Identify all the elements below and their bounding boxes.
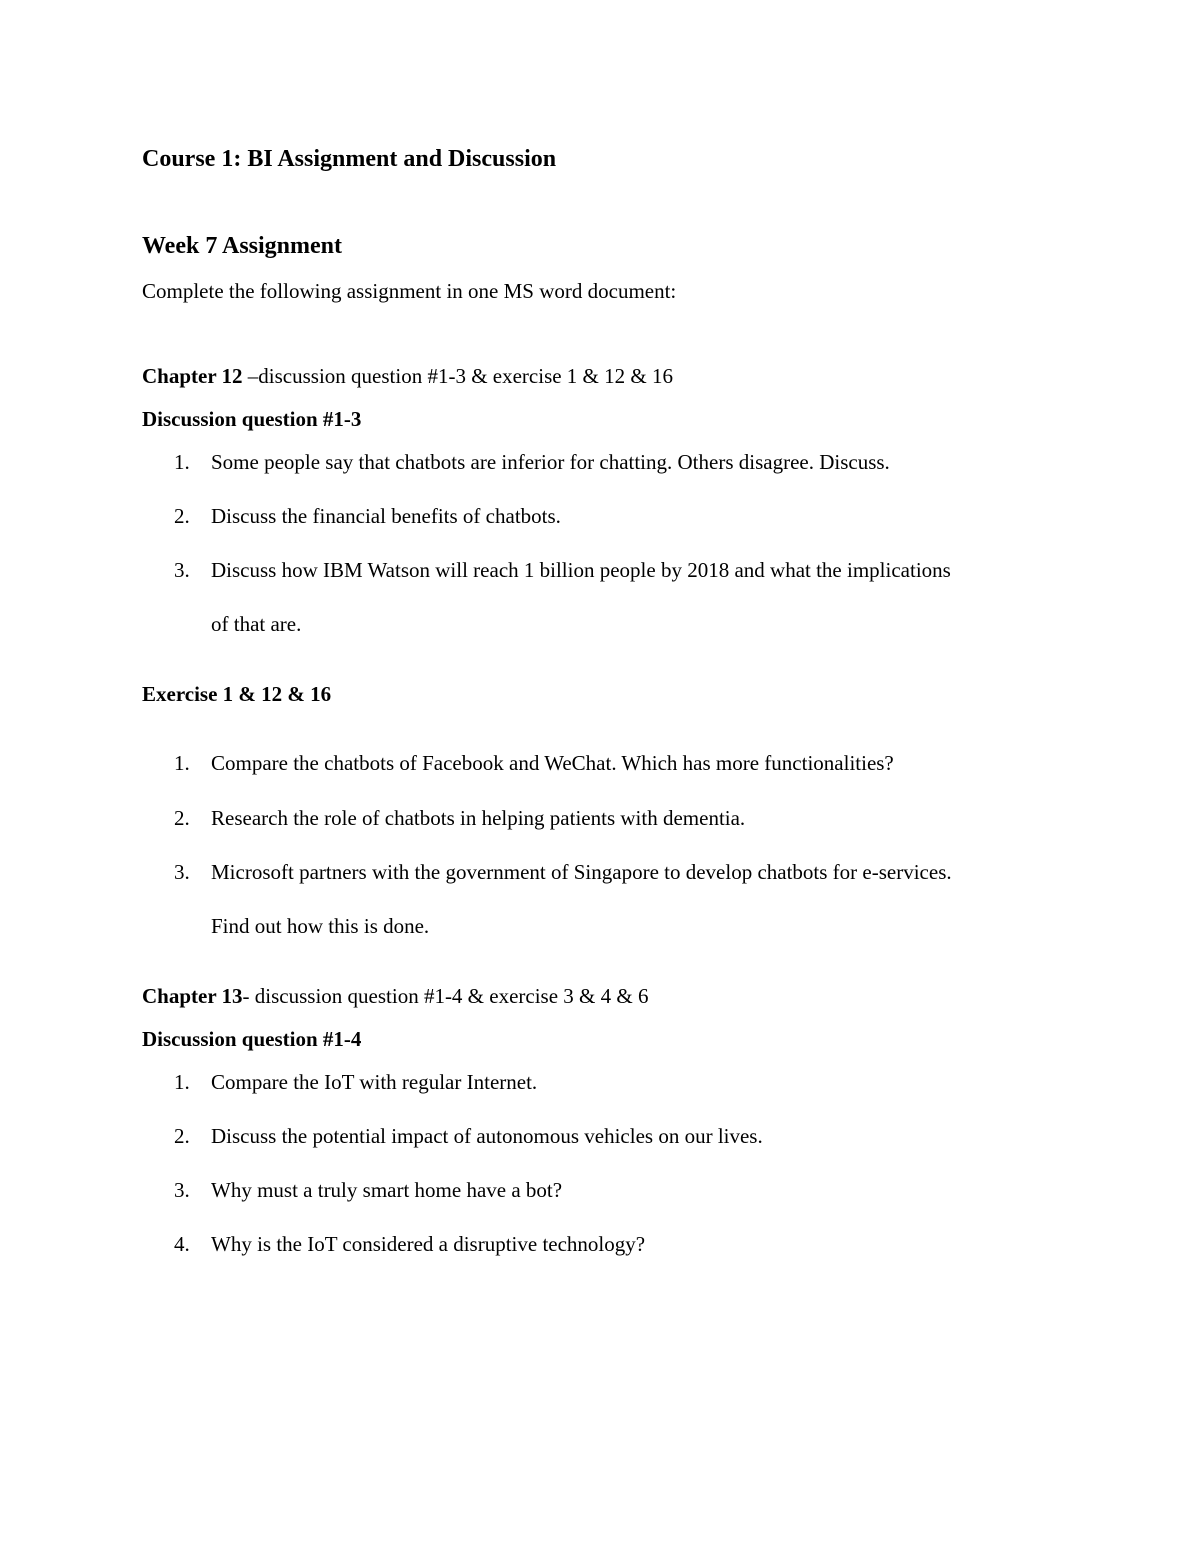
chapter-13-discussion-heading: Discussion question #1-4 bbox=[142, 1027, 362, 1051]
list-item: Compare the IoT with regular Internet. bbox=[211, 1070, 538, 1094]
course-title: Course 1: BI Assignment and Discussion bbox=[142, 146, 557, 172]
list-item: Discuss how IBM Watson will reach 1 billion people by 2018 and what the implications bbox=[211, 558, 951, 582]
list-item: Research the role of chatbots in helping patients with dementia. bbox=[211, 806, 746, 830]
chapter-12-exercise-heading: Exercise 1 & 12 & 16 bbox=[142, 682, 332, 706]
list-number: 1. bbox=[174, 450, 190, 474]
list-number: 3. bbox=[174, 1178, 190, 1202]
list-item-continuation: Find out how this is done. bbox=[211, 914, 430, 938]
list-item: Some people say that chatbots are inferior for chatting. Others disagree. Discuss. bbox=[211, 450, 890, 474]
list-item: Why must a truly smart home have a bot? bbox=[211, 1178, 563, 1202]
list-number: 1. bbox=[174, 1070, 190, 1094]
instruction-text: Complete the following assignment in one MS word document: bbox=[142, 279, 677, 303]
list-item: Discuss the financial benefits of chatbots. bbox=[211, 504, 561, 528]
list-item-continuation: of that are. bbox=[211, 612, 302, 636]
chapter-12-label: Chapter 12 bbox=[142, 364, 243, 388]
list-item: Microsoft partners with the government of Singapore to develop chatbots for e-services. bbox=[211, 860, 952, 884]
chapter-12-line bbox=[142, 366, 673, 387]
list-number: 3. bbox=[174, 558, 190, 582]
list-number: 4. bbox=[174, 1232, 190, 1256]
chapter-13-description: - discussion question #1-4 & exercise 3 & 4 & 6 bbox=[242, 984, 649, 1008]
list-item: Compare the chatbots of Facebook and WeChat. Which has more functionalities? bbox=[211, 751, 894, 775]
list-item: Why is the IoT considered a disruptive technology? bbox=[211, 1232, 646, 1256]
list-number: 2. bbox=[174, 1124, 190, 1148]
list-number: 2. bbox=[174, 504, 190, 528]
week-title: Week 7 Assignment bbox=[142, 233, 343, 259]
list-item: Discuss the potential impact of autonomous vehicles on our lives. bbox=[211, 1124, 763, 1148]
chapter-12-description: –discussion question #1-3 & exercise 1 & 12 & 16 bbox=[242, 364, 673, 388]
chapter-13-line bbox=[142, 986, 648, 1007]
list-number: 3. bbox=[174, 860, 190, 884]
chapter-13-label: Chapter 13 bbox=[142, 984, 243, 1008]
list-number: 2. bbox=[174, 806, 190, 830]
chapter-12-discussion-heading: Discussion question #1-3 bbox=[142, 407, 362, 431]
list-number: 1. bbox=[174, 751, 190, 775]
